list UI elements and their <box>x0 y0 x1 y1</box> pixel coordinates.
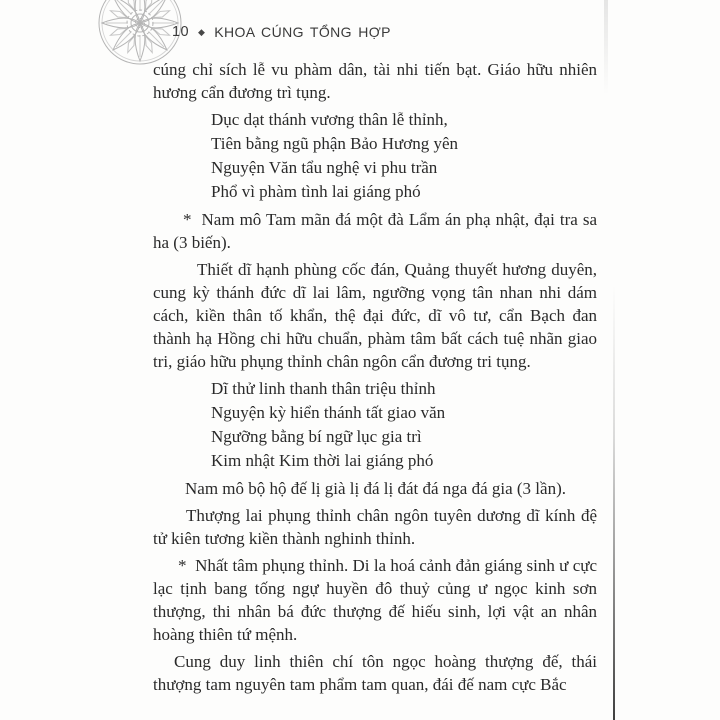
diamond-bullet-icon: ◆ <box>197 27 206 37</box>
page-number: 10 <box>172 24 189 40</box>
running-title: KHOA CÚNG TỔNG HỢP <box>214 24 391 40</box>
verse-line: Nguyện kỳ hiển thánh tất giao văn <box>211 403 446 422</box>
verse-line: Nguyện Văn tẩu nghệ vi phu trần <box>211 158 438 177</box>
page-body <box>153 58 597 696</box>
verse-line: Ngưỡng bằng bí ngữ lục gia trì <box>211 427 422 446</box>
page-edge-line <box>613 285 615 720</box>
verse-line: Dĩ thử linh thanh thân triệu thỉnh <box>211 379 436 398</box>
mantra-paragraph: Nam mô bộ hộ đế lị già lị đá lị đát đá nga đá gia (3 lần). <box>185 479 566 498</box>
verse-line: Kim nhật Kim thời lai giáng phó <box>211 451 434 470</box>
verse-block-2 <box>153 377 597 473</box>
scan-edge-smudge <box>604 0 608 95</box>
paragraph-cutoff: Cung duy linh thiên chí tôn ngọc hoàng thượng đế, thái thượng tam nguyên tam phẩm tam quan, đái đế nam cực Bắc <box>153 652 597 694</box>
paragraph: Thiết dĩ hạnh phùng cốc đán, Quảng thuyết hương duyên, cung kỳ thánh đức dĩ lai lâm, ngưỡng vọng tân nhan nhi dám cách, kiền thân tố khẩn, thệ đại đức, dĩ vô tư, cẩn Bạch đan thành hạ Hồng chi hữu chuẩn, phàm tâm bất cách tuệ nhãn giao tri, giáo hữu phụng thỉnh chân ngôn cẩn đương tri tụng. <box>153 260 597 371</box>
verse-line: Phổ vì phàm tình lai giáng phó <box>211 182 421 201</box>
verse-block-1 <box>153 108 597 204</box>
rosette-stamp-icon <box>96 0 184 67</box>
running-header <box>172 24 391 40</box>
paragraph-continuation: cúng chỉ sích lễ vu phàm dân, tài nhi tiến bạt. Giáo hữu nhiên hương cẩn đương trì tụng. <box>153 60 597 102</box>
verse-line: Tiên bằng ngũ phận Bảo Hương yên <box>211 134 459 153</box>
paragraph: * Nhất tâm phụng thỉnh. Di la hoá cảnh đản giáng sinh ư cực lạc tịnh bang tống ngự huyền đô thuỷ củng ư ngọc kinh sơn thượng, thi nhân bá đức thượng đế hiếu sinh, lợi vật an nhân hoàng thiên tứ mệnh. <box>153 556 597 644</box>
mantra-paragraph: * Nam mô Tam mãn đá một đà Lẩm án phạ nhật, đại tra sa ha (3 biến). <box>153 210 597 252</box>
verse-line: Dục dạt thánh vương thân lễ thỉnh, <box>211 110 448 129</box>
paragraph: Thượng lai phụng thỉnh chân ngôn tuyên dương dĩ kính đệ tử kiên tương kiền thành nghinh thỉnh. <box>153 506 597 548</box>
